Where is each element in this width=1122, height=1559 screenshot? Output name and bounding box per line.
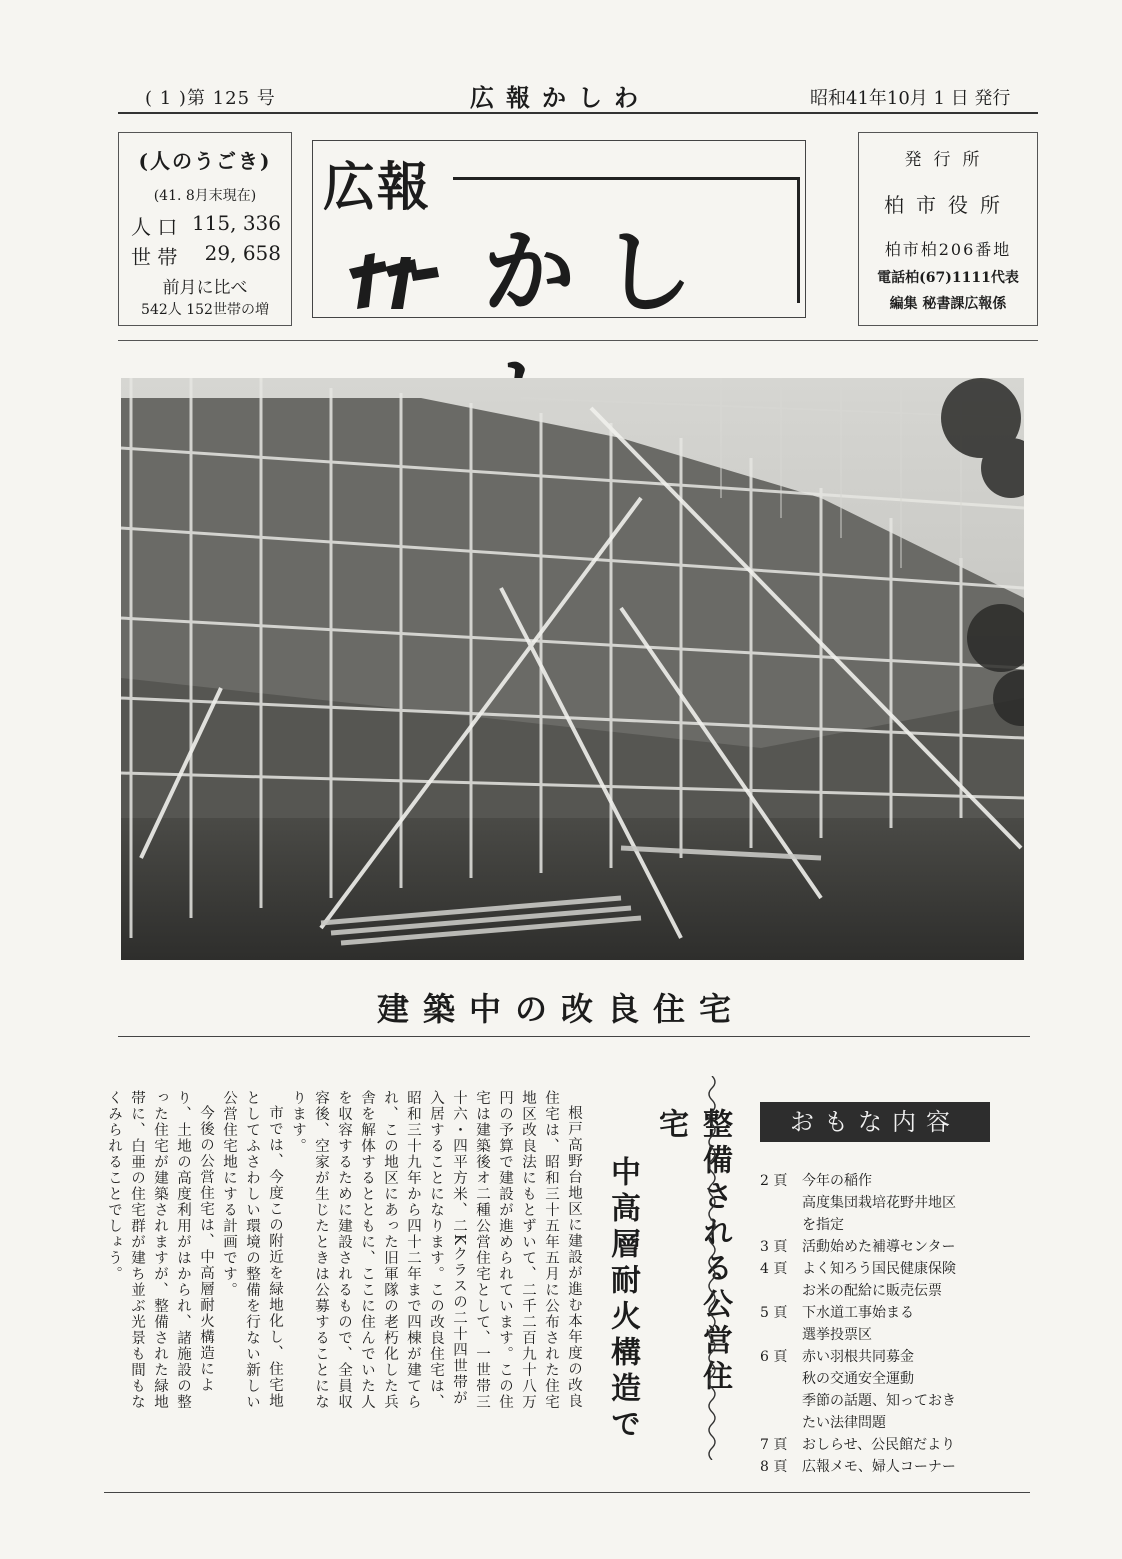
contents-item xyxy=(760,1170,1010,1236)
households-row xyxy=(131,241,281,270)
contents-text: 今年の稲作 xyxy=(802,1173,872,1189)
publisher-label: 発行所 xyxy=(904,150,992,170)
contents-page: 2 頁 xyxy=(760,1173,788,1189)
contents-text: よく知ろう国民健康保険 xyxy=(802,1261,956,1277)
contents-text: 活動始めた補導センター xyxy=(802,1239,956,1255)
article-headline: 整備される公営住宅 xyxy=(653,1108,732,1396)
contents-list xyxy=(760,1170,1010,1478)
population-as-of: (41. 8月末現在) xyxy=(153,188,257,204)
contents-page: 6 頁 xyxy=(760,1349,788,1365)
article-paragraph: 根戸高野台地区に建設が進む本年度の改良住宅は、昭和三十五年五月に公布された住宅地区改良法にもとずいて、二千二百九十八万円の予算で建設が進められています。この住宅は建築後オ二種公営住宅として、一世帯三十六・四平方米、二Kクラスの二十四世帯が入居することになります。この改良住宅は、昭和三十九年から四十二年まで四棟が建てられ、この地区にあった旧軍隊の老朽化した兵舎を解体するとともに、ここに住んでいた人を収容するために建設されるもので、全員収容後、空家が生じたときは公募することになります。 xyxy=(290,1090,582,1410)
article-subheadline: 中高層耐火構造で xyxy=(605,1156,640,1444)
publisher-name: 柏市役所 xyxy=(884,193,1012,217)
population-label: 人 口 xyxy=(131,215,178,239)
city-emblem-icon xyxy=(345,241,441,311)
article-paragraph: 市では、今度この附近を緑地化し、住宅地としてふさわしい環境の整備を行ない新しい公営住宅地にする計画です。 xyxy=(221,1090,283,1410)
population-title: (人のうごき) xyxy=(138,149,272,173)
population-value: 115, 336 xyxy=(191,211,281,235)
population-box xyxy=(118,132,292,326)
contents-text: 秋の交通安全運動 xyxy=(802,1371,914,1387)
header-rule xyxy=(118,112,1038,114)
publisher-editor: 編集 秘書課広報係 xyxy=(889,296,1007,312)
contents-page: 5 頁 xyxy=(760,1305,788,1321)
contents-text: 下水道工事始まる xyxy=(802,1305,914,1321)
contents-item xyxy=(760,1346,1010,1434)
households-label: 世 帯 xyxy=(131,245,178,269)
masthead-rule-horizontal xyxy=(453,177,799,180)
paper-name: 広報かしわ xyxy=(470,83,650,112)
contents-text: 高度集団栽培花野井地区 xyxy=(802,1195,956,1211)
contents-text: たい法律問題 xyxy=(802,1415,886,1431)
masthead-kanji: 広報 xyxy=(323,158,432,218)
population-row xyxy=(131,211,281,240)
article-paragraph: 今後の公営住宅は、中高層耐火構造により、土地の高度利用がはかられ、諸施設の整った住宅が建築されますが、整備された緑地帯に、白亜の住宅群が建ち並ぶ光景も間もなくみられることでしょう。 xyxy=(106,1090,214,1410)
photo-caption: 建築中の改良住宅 xyxy=(376,990,745,1028)
contents-item xyxy=(760,1258,1010,1302)
contents-item xyxy=(760,1236,1010,1258)
caption-rule xyxy=(118,1036,1030,1037)
publisher-phone: 電話柏(67)1111代表 xyxy=(877,270,1019,286)
publisher-box xyxy=(858,132,1038,326)
contents-title: おもな内容 xyxy=(760,1102,990,1142)
contents-text: を指定 xyxy=(802,1217,844,1233)
contents-page: 8 頁 xyxy=(760,1459,788,1475)
contents-page: 7 頁 xyxy=(760,1437,788,1453)
issue-number: ( 1 )第 125 号 xyxy=(145,88,276,109)
contents-page: 4 頁 xyxy=(760,1261,788,1277)
contents-item xyxy=(760,1434,1010,1456)
publisher-address: 柏市柏206番地 xyxy=(884,240,1012,259)
contents-page: 3 頁 xyxy=(760,1239,788,1255)
masthead xyxy=(312,140,806,326)
contents-text: 季節の話題、知っておき xyxy=(802,1393,956,1409)
article-body xyxy=(106,1090,585,1410)
wavy-divider xyxy=(702,1076,722,1460)
households-value: 29, 658 xyxy=(204,241,281,265)
construction-photo xyxy=(121,378,1024,960)
contents-item xyxy=(760,1456,1010,1478)
publication-date: 昭和41年10月 1 日 発行 xyxy=(810,88,1011,109)
contents-text: 広報メモ、婦人コーナー xyxy=(802,1459,956,1475)
contents-item xyxy=(760,1302,1010,1346)
contents-text: お米の配給に販売伝票 xyxy=(802,1283,942,1299)
population-increase: 542人 152世帯の増 xyxy=(141,302,269,318)
contents-text: おしらせ、公民館だより xyxy=(802,1437,956,1453)
masthead-kana: かし xyxy=(483,218,720,326)
contents-text: 選挙投票区 xyxy=(802,1327,872,1343)
masthead-rule xyxy=(118,340,1038,341)
footer-rule xyxy=(104,1492,1030,1493)
population-comparison: 前月に比べ xyxy=(162,278,248,298)
contents-text: 赤い羽根共同募金 xyxy=(802,1349,914,1365)
